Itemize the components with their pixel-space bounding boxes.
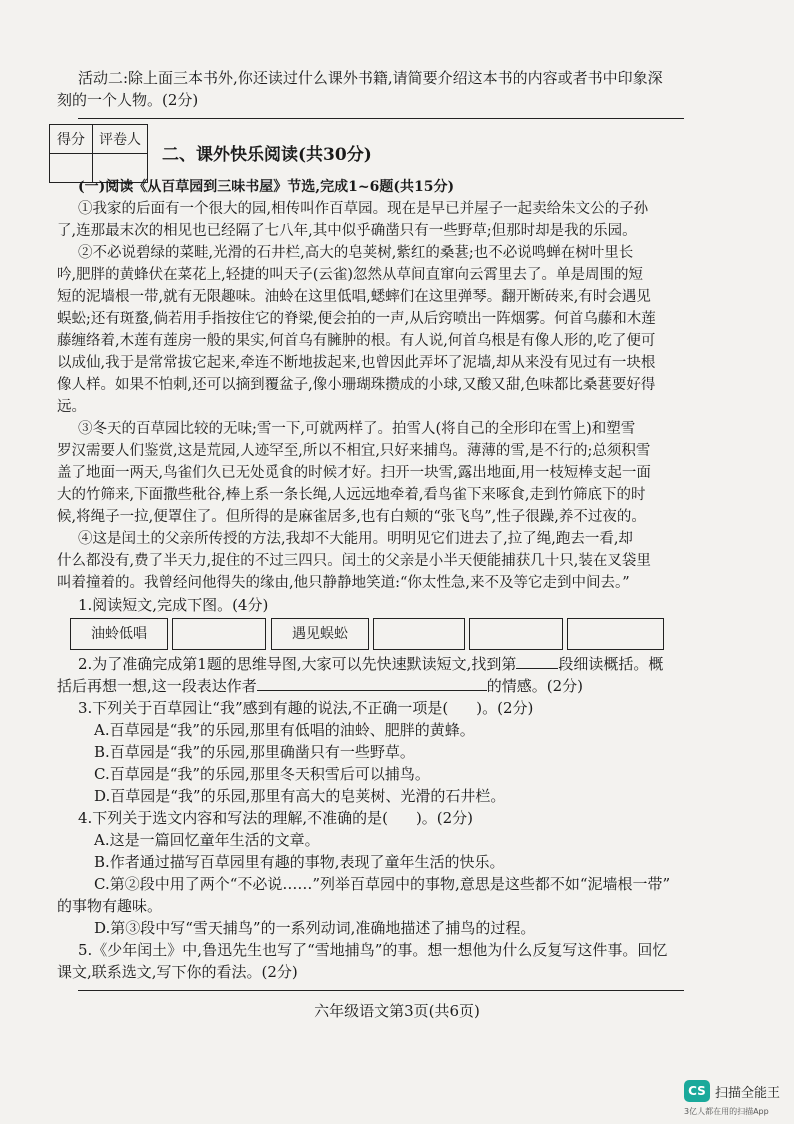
scanner-logo <box>684 1080 780 1102</box>
q4-option-c-line1: C.第②段中用了两个“不必说……”列举百草园中的事物,意思是这些都不如“泥墙根一带” <box>94 875 671 893</box>
q3-stem-post: )。(2分) <box>476 699 534 717</box>
q2-text-pre: 2.为了准确完成第1题的思维导图,大家可以先快速默读短文,找到第 <box>78 655 517 673</box>
q3-option-a: A.百草园是“我”的乐园,那里有低唱的油蛉、肥胖的黄蜂。 <box>94 721 475 739</box>
mindmap-box-5[interactable] <box>469 618 563 650</box>
q3-option-b: B.百草园是“我”的乐园,那里确凿只有一些野草。 <box>94 743 415 761</box>
mindmap-box-4[interactable] <box>373 618 465 650</box>
para2-line: 远。 <box>57 399 86 415</box>
q4-stem-pre: 4.下列关于选文内容和写法的理解,不准确的是( <box>78 809 388 827</box>
para2-line: ②不必说碧绿的菜畦,光滑的石井栏,高大的皂荚树,紫红的桑葚;也不必说鸣蝉在树叶里长 <box>78 245 634 261</box>
q2-line1 <box>78 652 663 676</box>
para3-line: 罗汉需要人们鉴赏,这是荒园,人迹罕至,所以不相宜,只好来捕鸟。薄薄的雪,是不行的;总须积雪 <box>57 443 651 459</box>
mindmap-box-6[interactable] <box>567 618 664 650</box>
q3-option-c: C.百草园是“我”的乐园,那里冬天积雪后可以捕鸟。 <box>94 765 430 783</box>
para4-line: ④这是闰土的父亲所传授的方法,我却不大能用。明明见它们进去了,拉了绳,跑去一看,却 <box>78 531 633 547</box>
q4-option-d: D.第③段中写“雪天捕鸟”的一系列动词,准确地描述了捕鸟的过程。 <box>94 919 536 937</box>
para2-line: 蜈蚣;还有斑蝥,倘若用手指按住它的脊梁,便会拍的一声,从后窍喷出一阵烟雾。何首乌藤和木莲 <box>57 311 656 327</box>
q5-line1: 5.《少年闰土》中,鲁迅先生也写了“雪地捕鸟”的事。想一想他为什么反复写这件事。回忆 <box>78 941 668 959</box>
q4-option-b: B.作者通过描写百草园里有趣的事物,表现了童年生活的快乐。 <box>94 853 505 871</box>
q3-stem-pre: 3.下列关于百草园让“我”感到有趣的说法,不正确一项是( <box>78 699 449 717</box>
logo-name: 扫描全能王 <box>715 1085 781 1101</box>
para1-line1: ①我家的后面有一个很大的园,相传叫作百草园。现在是早已并屋子一起卖给朱文公的子孙 <box>78 201 649 217</box>
q4-stem <box>78 806 473 830</box>
q4-stem-post: )。(2分) <box>415 809 474 827</box>
para2-line: 像人样。如果不怕刺,还可以摘到覆盆子,像小珊瑚珠攒成的小球,又酸又甜,色味都比桑葚要好得 <box>57 377 656 393</box>
para2-line: 以成仙,我于是常常拔它起来,牵连不断地拔起来,也曾因此弄坏了泥墙,却从来没有见过有一块根 <box>57 355 656 371</box>
cs-logo-icon: CS <box>684 1080 710 1102</box>
para4-line: 叫着撞着的。我曾经问他得失的缘由,他只静静地笑道:“你太性急,来不及等它走到中间去。” <box>57 575 630 591</box>
mindmap-box-1: 油蛉低唱 <box>70 618 168 650</box>
q4-option-c-line2: 的事物有趣味。 <box>57 897 163 915</box>
para3-line: 大的竹筛来,下面撒些秕谷,棒上系一条长绳,人远远地牵着,看鸟雀下来啄食,走到竹筛底下的时 <box>57 487 646 503</box>
para2-line: 藤缠络着,木莲有莲房一般的果实,何首乌有臃肿的根。有人说,何首乌根是有像人形的,吃了便可 <box>57 333 656 349</box>
activity2-line2: 刻的一个人物。(2分) <box>57 91 199 109</box>
part1-title: (一)阅读《从百草园到三味书屋》节选,完成1~6题(共15分) <box>78 179 455 195</box>
mindmap-box-2[interactable] <box>172 618 266 650</box>
para3-line: 盖了地面一两天,鸟雀们久已无处觅食的时候才好。扫开一块雪,露出地面,用一枝短棒支起一面 <box>57 465 651 481</box>
q5-answer-line-1[interactable] <box>78 990 684 991</box>
activity2-line1: 活动二:除上面三本书外,你还读过什么课外书籍,请简要介绍这本书的内容或者书中印象深 <box>78 69 663 87</box>
logo-tagline: 3亿人都在用的扫描App <box>684 1107 769 1116</box>
para4-line: 什么都没有,费了半天力,捉住的不过三四只。闰土的父亲是小半天便能捕获几十只,装在叉袋里 <box>57 553 651 569</box>
para3-line: ③冬天的百草园比较的无味;雪一下,可就两样了。拍雪人(将自己的全形印在雪上)和塑雪 <box>78 421 636 437</box>
q2-text-post: 段细读概括。概 <box>558 655 664 673</box>
q4-option-a: A.这是一篇回忆童年生活的文章。 <box>94 831 320 849</box>
mindmap-box-3: 遇见蜈蚣 <box>271 618 369 650</box>
q2-line2-pre: 括后再想一想,这一段表达作者 <box>57 677 257 695</box>
q3-option-d: D.百草园是“我”的乐园,那里有高大的皂荚树、光滑的石井栏。 <box>94 787 506 805</box>
q2-line2 <box>57 674 583 698</box>
para1-line2: 了,连那最末次的相见也已经隔了七八年,其中似乎确凿只有一些野草;但那时却是我的乐园。 <box>57 223 637 239</box>
para2-line: 短的泥墙根一带,就有无限趣味。油蛉在这里低唱,蟋蟀们在这里弹琴。翻开断砖来,有时会遇见 <box>57 289 651 305</box>
q2-line2-post: 的情感。(2分) <box>486 677 584 695</box>
para2-line: 吟,肥胖的黄蜂伏在菜花上,轻捷的叫天子(云雀)忽然从草间直窜向云霄里去了。单是周围的短 <box>57 267 644 283</box>
score-label: 得分 <box>50 125 93 154</box>
answer-line <box>78 118 684 119</box>
q5-line2: 课文,联系选文,写下你的看法。(2分) <box>57 963 298 981</box>
para3-line: 候,将绳子一拉,便罩住了。但所得的是麻雀居多,也有白颊的“张飞鸟”,性子很躁,养不过夜的。 <box>57 509 646 525</box>
q2-emotion-blank[interactable] <box>257 690 487 691</box>
q3-stem <box>78 696 533 720</box>
page-footer: 六年级语文第3页(共6页) <box>314 1002 480 1020</box>
section-title: 二、课外快乐阅读(共30分) <box>162 145 372 165</box>
q1-text: 1.阅读短文,完成下图。(4分) <box>78 596 269 614</box>
grader-label: 评卷人 <box>93 125 148 154</box>
q2-paragraph-blank[interactable] <box>516 668 558 669</box>
